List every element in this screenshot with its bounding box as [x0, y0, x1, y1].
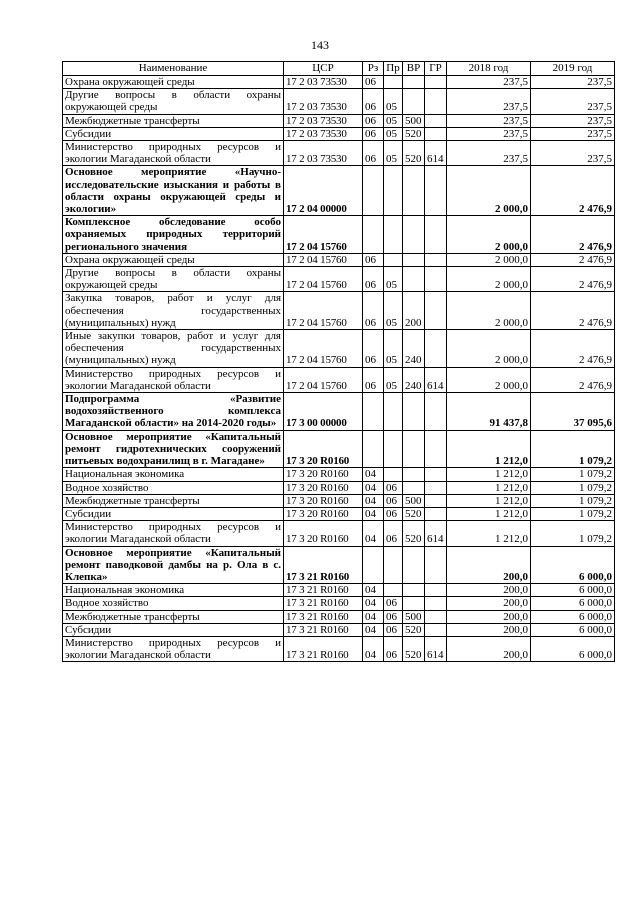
- cell-gr: [425, 430, 447, 468]
- cell-rz: 06: [363, 292, 384, 330]
- cell-rz: 06: [363, 141, 384, 166]
- cell-gr: [425, 76, 447, 89]
- table-row: [63, 494, 615, 507]
- cell-2019: 37 095,6: [531, 393, 615, 431]
- cell-vr: 240: [403, 367, 425, 392]
- cell-rz: 06: [363, 114, 384, 127]
- cell-vr: 520: [403, 521, 425, 546]
- cell-2018: 2 000,0: [447, 367, 531, 392]
- cell-pr: 05: [384, 127, 403, 140]
- cell-pr: 05: [384, 367, 403, 392]
- cell-rz: 06: [363, 127, 384, 140]
- cell-2019: 6 000,0: [531, 636, 615, 661]
- cell-pr: [384, 253, 403, 266]
- cell-rz: 06: [363, 89, 384, 114]
- table-row: [63, 141, 615, 166]
- cell-rz: 04: [363, 636, 384, 661]
- cell-gr: [425, 507, 447, 520]
- cell-2018: 237,5: [447, 89, 531, 114]
- cell-name: Национальная экономика: [63, 584, 284, 597]
- cell-gr: [425, 546, 447, 584]
- cell-rz: 04: [363, 507, 384, 520]
- table-row: [63, 127, 615, 140]
- cell-2018: 2 000,0: [447, 216, 531, 254]
- cell-vr: [403, 546, 425, 584]
- cell-pr: 06: [384, 507, 403, 520]
- table-body: [63, 76, 615, 662]
- cell-2019: 6 000,0: [531, 597, 615, 610]
- cell-2018: 237,5: [447, 127, 531, 140]
- cell-2018: 91 437,8: [447, 393, 531, 431]
- cell-gr: [425, 623, 447, 636]
- cell-2018: 200,0: [447, 610, 531, 623]
- cell-gr: [425, 330, 447, 368]
- cell-vr: [403, 597, 425, 610]
- column-header-rz: Рз: [363, 62, 384, 76]
- table-row: [63, 521, 615, 546]
- table-row: [63, 367, 615, 392]
- cell-pr: 05: [384, 292, 403, 330]
- cell-name: Водное хозяйство: [63, 481, 284, 494]
- cell-pr: [384, 468, 403, 481]
- cell-name: Министерство природных ресурсов и экологии Магаданской области: [63, 636, 284, 661]
- column-header-2019: 2019 год: [531, 62, 615, 76]
- cell-gr: [425, 292, 447, 330]
- cell-2019: 1 079,2: [531, 494, 615, 507]
- cell-pr: 05: [384, 267, 403, 292]
- cell-2018: 200,0: [447, 584, 531, 597]
- cell-name: Охрана окружающей среды: [63, 253, 284, 266]
- cell-rz: [363, 393, 384, 431]
- table-row: [63, 393, 615, 431]
- cell-name: Подпрограмма «Развитие водохозяйственного комплекса Магаданской области» на 2014-2020 годы»: [63, 393, 284, 431]
- cell-vr: [403, 430, 425, 468]
- cell-gr: [425, 393, 447, 431]
- cell-csr: 17 2 04 15760: [284, 330, 363, 368]
- cell-csr: 17 3 20 R0160: [284, 507, 363, 520]
- cell-name: Субсидии: [63, 623, 284, 636]
- table-row: [63, 597, 615, 610]
- cell-2018: 237,5: [447, 141, 531, 166]
- cell-rz: [363, 546, 384, 584]
- cell-rz: 06: [363, 330, 384, 368]
- cell-2019: 237,5: [531, 89, 615, 114]
- cell-name: Национальная экономика: [63, 468, 284, 481]
- cell-rz: [363, 430, 384, 468]
- cell-2019: 237,5: [531, 114, 615, 127]
- cell-csr: 17 3 21 R0160: [284, 636, 363, 661]
- cell-2018: 200,0: [447, 597, 531, 610]
- table-row: [63, 546, 615, 584]
- cell-gr: [425, 267, 447, 292]
- table-row: [63, 584, 615, 597]
- cell-vr: 520: [403, 127, 425, 140]
- cell-2019: 2 476,9: [531, 267, 615, 292]
- cell-pr: [384, 584, 403, 597]
- cell-2019: 1 079,2: [531, 430, 615, 468]
- column-header-pr: Пр: [384, 62, 403, 76]
- cell-csr: 17 3 21 R0160: [284, 546, 363, 584]
- cell-name: Субсидии: [63, 127, 284, 140]
- cell-pr: 05: [384, 330, 403, 368]
- cell-name: Министерство природных ресурсов и экологии Магаданской области: [63, 141, 284, 166]
- cell-name: Другие вопросы в области охраны окружающей среды: [63, 267, 284, 292]
- table-row: [63, 507, 615, 520]
- cell-gr: [425, 114, 447, 127]
- cell-name: Комплексное обследование особо охраняемых природных территорий регионального значения: [63, 216, 284, 254]
- table-row: [63, 636, 615, 661]
- cell-gr: [425, 584, 447, 597]
- cell-2019: 237,5: [531, 141, 615, 166]
- cell-gr: [425, 481, 447, 494]
- cell-2018: 1 212,0: [447, 494, 531, 507]
- cell-name: Основное мероприятие «Научно-исследовательские изыскания и работы в области охраны окружающей среды и экологии»: [63, 166, 284, 216]
- cell-rz: [363, 166, 384, 216]
- cell-name: Основное мероприятие «Капитальный ремонт гидротехнических сооружений питьевых водохранилищ в г. Магадане»: [63, 430, 284, 468]
- cell-name: Межбюджетные трансферты: [63, 494, 284, 507]
- table-row: [63, 114, 615, 127]
- cell-vr: 520: [403, 507, 425, 520]
- cell-csr: 17 3 20 R0160: [284, 468, 363, 481]
- cell-csr: 17 2 04 00000: [284, 166, 363, 216]
- cell-name: Субсидии: [63, 507, 284, 520]
- cell-rz: 06: [363, 267, 384, 292]
- table-row: [63, 430, 615, 468]
- cell-pr: 05: [384, 114, 403, 127]
- cell-pr: 06: [384, 481, 403, 494]
- cell-pr: [384, 166, 403, 216]
- table-row: [63, 330, 615, 368]
- cell-rz: 06: [363, 367, 384, 392]
- cell-vr: 500: [403, 114, 425, 127]
- cell-2018: 200,0: [447, 636, 531, 661]
- cell-2018: 1 212,0: [447, 430, 531, 468]
- cell-vr: [403, 584, 425, 597]
- table-row: [63, 267, 615, 292]
- cell-2019: 1 079,2: [531, 468, 615, 481]
- cell-2019: 2 476,9: [531, 292, 615, 330]
- column-header-vr: ВР: [403, 62, 425, 76]
- cell-2018: 200,0: [447, 546, 531, 584]
- cell-gr: [425, 597, 447, 610]
- table-row: [63, 610, 615, 623]
- cell-name: Министерство природных ресурсов и экологии Магаданской области: [63, 367, 284, 392]
- cell-vr: 200: [403, 292, 425, 330]
- cell-2019: 1 079,2: [531, 481, 615, 494]
- cell-csr: 17 3 20 R0160: [284, 481, 363, 494]
- cell-gr: [425, 253, 447, 266]
- cell-rz: 04: [363, 521, 384, 546]
- cell-vr: [403, 166, 425, 216]
- cell-vr: 520: [403, 623, 425, 636]
- cell-rz: 04: [363, 623, 384, 636]
- cell-pr: 06: [384, 521, 403, 546]
- cell-pr: 06: [384, 636, 403, 661]
- cell-csr: 17 2 03 73530: [284, 89, 363, 114]
- cell-gr: [425, 127, 447, 140]
- cell-vr: [403, 216, 425, 254]
- cell-name: Межбюджетные трансферты: [63, 610, 284, 623]
- table-row: [63, 76, 615, 89]
- cell-2018: 2 000,0: [447, 253, 531, 266]
- cell-2018: 1 212,0: [447, 468, 531, 481]
- cell-gr: [425, 610, 447, 623]
- cell-2019: 2 476,9: [531, 367, 615, 392]
- cell-csr: 17 3 20 R0160: [284, 521, 363, 546]
- cell-2019: 237,5: [531, 76, 615, 89]
- cell-vr: [403, 393, 425, 431]
- cell-csr: 17 2 04 15760: [284, 292, 363, 330]
- cell-2018: 2 000,0: [447, 330, 531, 368]
- cell-pr: [384, 546, 403, 584]
- table-row: [63, 253, 615, 266]
- cell-2019: 2 476,9: [531, 216, 615, 254]
- table-row: [63, 89, 615, 114]
- cell-vr: 240: [403, 330, 425, 368]
- cell-2019: 6 000,0: [531, 546, 615, 584]
- column-header-csr: ЦСР: [284, 62, 363, 76]
- cell-rz: 04: [363, 584, 384, 597]
- cell-name: Водное хозяйство: [63, 597, 284, 610]
- cell-csr: 17 2 04 15760: [284, 267, 363, 292]
- table-header: [63, 62, 615, 76]
- table-row: [63, 216, 615, 254]
- cell-csr: 17 2 04 15760: [284, 216, 363, 254]
- cell-2019: 6 000,0: [531, 584, 615, 597]
- cell-vr: 500: [403, 610, 425, 623]
- cell-csr: 17 2 03 73530: [284, 141, 363, 166]
- cell-gr: 614: [425, 521, 447, 546]
- cell-2018: 2 000,0: [447, 292, 531, 330]
- cell-gr: [425, 494, 447, 507]
- table-row: [63, 166, 615, 216]
- cell-2018: 237,5: [447, 76, 531, 89]
- cell-vr: [403, 481, 425, 494]
- budget-table: [62, 61, 615, 662]
- cell-gr: [425, 89, 447, 114]
- cell-pr: 06: [384, 610, 403, 623]
- cell-name: Другие вопросы в области охраны окружающей среды: [63, 89, 284, 114]
- cell-2019: 1 079,2: [531, 507, 615, 520]
- cell-name: Министерство природных ресурсов и экологии Магаданской области: [63, 521, 284, 546]
- cell-2019: 2 476,9: [531, 253, 615, 266]
- cell-pr: [384, 76, 403, 89]
- cell-gr: 614: [425, 367, 447, 392]
- cell-2018: 200,0: [447, 623, 531, 636]
- cell-rz: 04: [363, 468, 384, 481]
- cell-pr: [384, 430, 403, 468]
- cell-csr: 17 2 04 15760: [284, 367, 363, 392]
- cell-csr: 17 3 21 R0160: [284, 623, 363, 636]
- cell-csr: 17 3 21 R0160: [284, 597, 363, 610]
- cell-csr: 17 2 04 15760: [284, 253, 363, 266]
- cell-2019: 1 079,2: [531, 521, 615, 546]
- cell-name: Закупка товаров, работ и услуг для обеспечения государственных (муниципальных) нужд: [63, 292, 284, 330]
- cell-rz: 04: [363, 494, 384, 507]
- cell-2018: 2 000,0: [447, 166, 531, 216]
- cell-vr: [403, 468, 425, 481]
- cell-csr: 17 3 21 R0160: [284, 584, 363, 597]
- column-header-2018: 2018 год: [447, 62, 531, 76]
- cell-2019: 2 476,9: [531, 166, 615, 216]
- cell-rz: [363, 216, 384, 254]
- cell-pr: 05: [384, 89, 403, 114]
- cell-vr: [403, 76, 425, 89]
- column-header-gr: ГР: [425, 62, 447, 76]
- cell-csr: 17 3 20 R0160: [284, 494, 363, 507]
- cell-vr: [403, 253, 425, 266]
- cell-2018: 1 212,0: [447, 521, 531, 546]
- cell-name: Иные закупки товаров, работ и услуг для обеспечения государственных (муниципальных) нужд: [63, 330, 284, 368]
- cell-csr: 17 2 03 73530: [284, 127, 363, 140]
- cell-pr: 06: [384, 597, 403, 610]
- cell-name: Межбюджетные трансферты: [63, 114, 284, 127]
- page-number: 143: [311, 38, 329, 52]
- cell-rz: 04: [363, 610, 384, 623]
- cell-pr: [384, 393, 403, 431]
- cell-2019: 6 000,0: [531, 623, 615, 636]
- cell-2018: 1 212,0: [447, 481, 531, 494]
- cell-vr: [403, 267, 425, 292]
- cell-pr: 06: [384, 494, 403, 507]
- column-header-name: Наименование: [63, 62, 284, 76]
- cell-2019: 6 000,0: [531, 610, 615, 623]
- cell-gr: 614: [425, 636, 447, 661]
- cell-2018: 237,5: [447, 114, 531, 127]
- cell-gr: 614: [425, 141, 447, 166]
- table-row: [63, 623, 615, 636]
- cell-csr: 17 3 00 00000: [284, 393, 363, 431]
- cell-rz: 06: [363, 76, 384, 89]
- cell-name: Охрана окружающей среды: [63, 76, 284, 89]
- cell-vr: 500: [403, 494, 425, 507]
- cell-pr: [384, 216, 403, 254]
- cell-rz: 06: [363, 253, 384, 266]
- cell-gr: [425, 166, 447, 216]
- cell-rz: 04: [363, 481, 384, 494]
- cell-name: Основное мероприятие «Капитальный ремонт паводковой дамбы на р. Ола в с. Клепка»: [63, 546, 284, 584]
- cell-pr: 05: [384, 141, 403, 166]
- cell-rz: 04: [363, 597, 384, 610]
- cell-2019: 2 476,9: [531, 330, 615, 368]
- table-row: [63, 481, 615, 494]
- cell-csr: 17 2 03 73530: [284, 114, 363, 127]
- cell-vr: [403, 89, 425, 114]
- cell-2019: 237,5: [531, 127, 615, 140]
- cell-csr: 17 3 20 R0160: [284, 430, 363, 468]
- cell-gr: [425, 216, 447, 254]
- table-row: [63, 292, 615, 330]
- cell-csr: 17 2 03 73530: [284, 76, 363, 89]
- cell-csr: 17 3 21 R0160: [284, 610, 363, 623]
- cell-pr: 06: [384, 623, 403, 636]
- table-row: [63, 468, 615, 481]
- cell-gr: [425, 468, 447, 481]
- cell-2018: 1 212,0: [447, 507, 531, 520]
- cell-2018: 2 000,0: [447, 267, 531, 292]
- cell-vr: 520: [403, 141, 425, 166]
- cell-vr: 520: [403, 636, 425, 661]
